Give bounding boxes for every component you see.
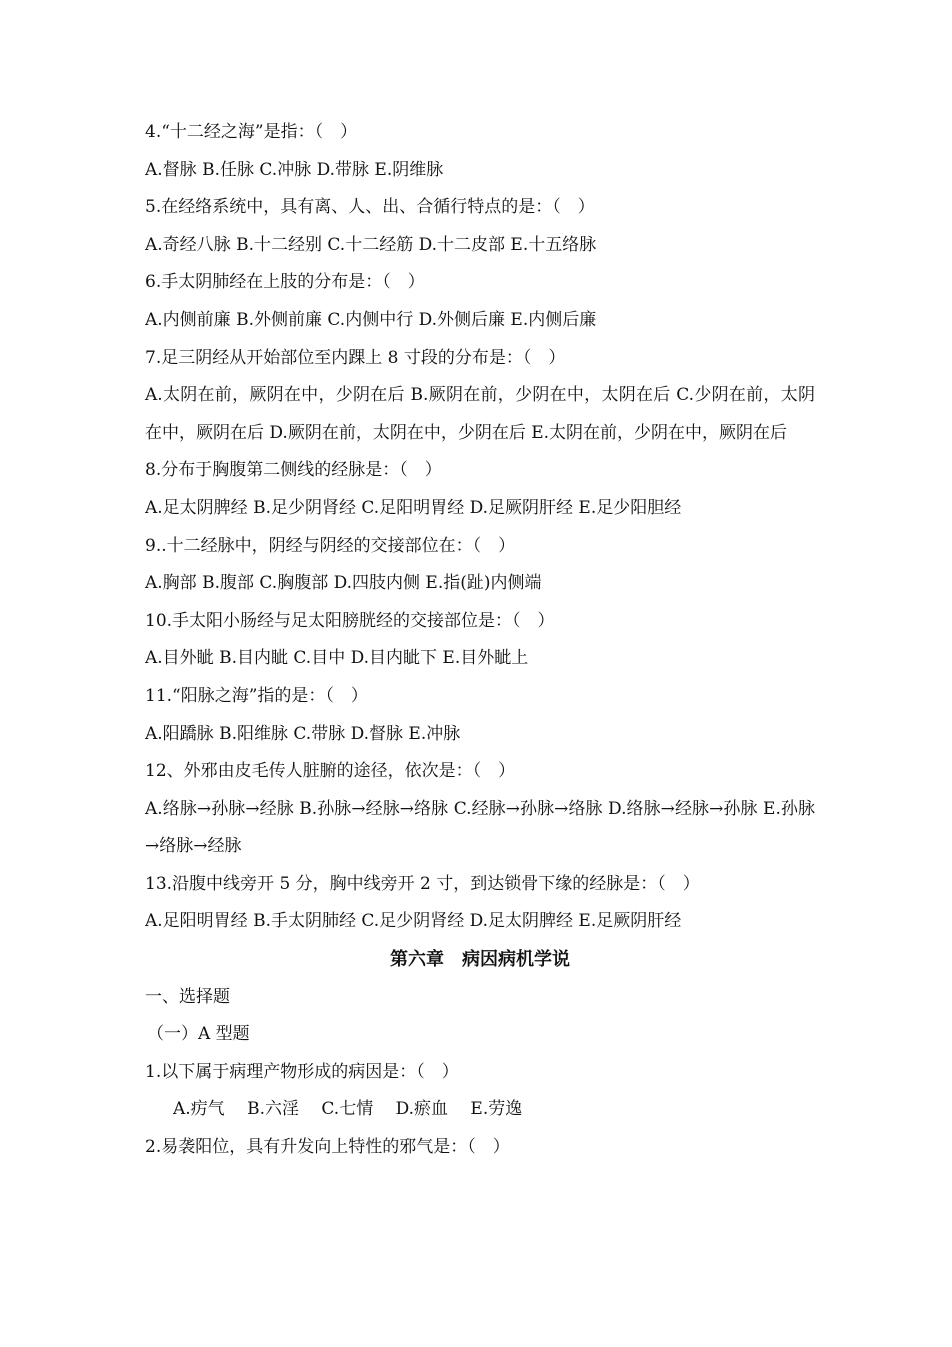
question-10-options: A.目外眦 B.目内眦 C.目中 D.目内眦下 E.目外眦上 bbox=[145, 648, 529, 669]
question-11: 11.“阳脉之海”指的是：（ ） bbox=[145, 685, 368, 706]
question-11-options: A.阳蹻脉 B.阳维脉 C.带脉 D.督脉 E.冲脉 bbox=[145, 723, 461, 744]
chapter-title: 第六章 病因病机学说 bbox=[390, 949, 570, 971]
question-12: 12、外邪由皮毛传人脏腑的途径，依次是：（ ） bbox=[145, 761, 516, 782]
question-9: 9..十二经脉中，阴经与阴经的交接部位在：（ ） bbox=[145, 535, 516, 556]
chapter6-question-2: 2.易袭阳位，具有升发向上特性的邪气是：（ ） bbox=[145, 1137, 510, 1158]
question-5-options: A.奇经八脉 B.十二经别 C.十二经筋 D.十二皮部 E.十五络脉 bbox=[145, 234, 597, 255]
chapter6-question-1: 1.以下属于病理产物形成的病因是：（ ） bbox=[145, 1061, 459, 1082]
question-13: 13.沿腹中线旁开 5 分，胸中线旁开 2 寸，到达锁骨下缘的经脉是：（ ） bbox=[145, 873, 700, 894]
question-8-options: A.足太阴脾经 B.足少阴肾经 C.足阳明胃经 D.足厥阴肝经 E.足少阳胆经 bbox=[145, 497, 682, 518]
chapter6-question-1-options: A.疠气 B.六淫 C.七情 D.瘀血 E.劳逸 bbox=[173, 1099, 523, 1120]
question-13-options: A.足阳明胃经 B.手太阴肺经 C.足少阴肾经 D.足太阴脾经 E.足厥阴肝经 bbox=[145, 911, 682, 932]
question-6-options: A.内侧前廉 B.外侧前廉 C.内侧中行 D.外侧后廉 E.内侧后廉 bbox=[145, 309, 597, 330]
subsection-heading: （一）A 型题 bbox=[147, 1024, 250, 1045]
question-10: 10.手太阳小肠经与足太阳膀胱经的交接部位是：（ ） bbox=[145, 610, 555, 631]
question-8: 8.分布于胸腹第二侧线的经脉是：（ ） bbox=[145, 460, 442, 481]
question-12-options: A.络脉→孙脉→经脉 B.孙脉→经脉→络脉 C.经脉→孙脉→络脉 D.络脉→经脉→孙脉 E.孙脉→络脉→经脉 bbox=[145, 798, 815, 857]
question-6: 6.手太阴肺经在上肢的分布是：（ ） bbox=[145, 272, 425, 293]
document-page bbox=[145, 114, 815, 1167]
section-heading: 一、选择题 bbox=[145, 986, 230, 1007]
question-4: 4.“十二经之海”是指：（ ） bbox=[145, 122, 358, 142]
question-7-options: A.太阴在前，厥阴在中，少阴在后 B.厥阴在前，少阴在中，太阴在后 C.少阴在前，太阴在中，厥阴在后 D.厥阴在前，太阴在中，少阴在后 E.太阴在前，少阴在中，厥阴在后 bbox=[145, 385, 815, 443]
question-9-options: A.胸部 B.腹部 C.胸腹部 D.四肢内侧 E.指(趾)内侧端 bbox=[145, 573, 542, 594]
question-4-options: A.督脉 B.任脉 C.冲脉 D.带脉 E.阴维脉 bbox=[145, 159, 444, 180]
question-5: 5.在经络系统中，具有离、人、出、合循行特点的是：（ ） bbox=[145, 197, 595, 218]
question-7: 7.足三阴经从开始部位至内踝上 8 寸段的分布是：（ ） bbox=[145, 347, 566, 368]
